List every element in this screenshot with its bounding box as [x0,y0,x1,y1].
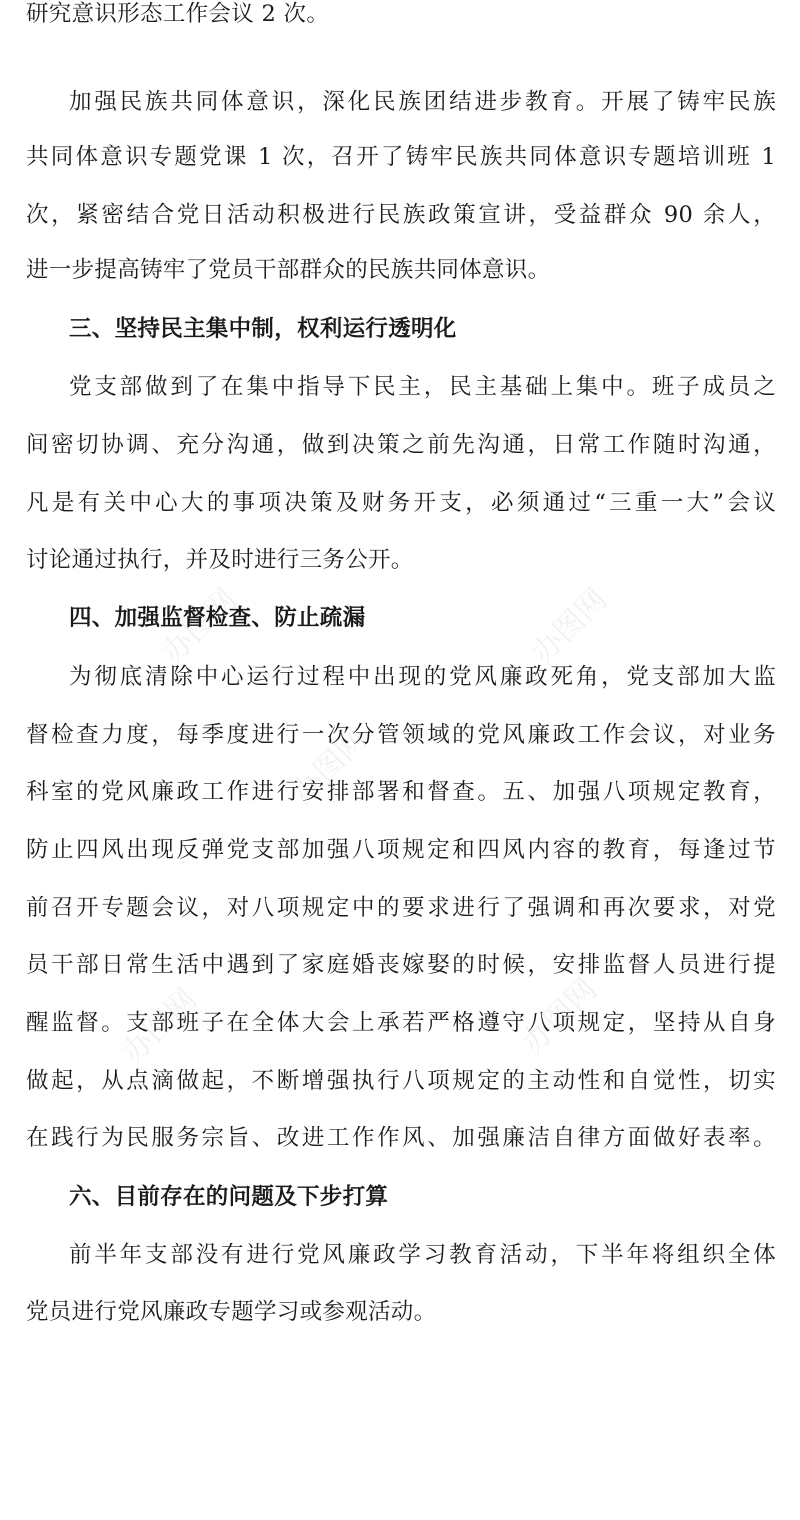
paragraph-line: 间密切协调、充分沟通，做到决策之前先沟通，日常工作随时沟通， [26,432,776,458]
paragraph-line: 防止四风出现反弹党支部加强八项规定和四风内容的教育，每逢过节 [26,837,776,863]
paragraph-line: 科室的党风廉政工作进行安排部署和督查。五、加强八项规定教育， [26,779,776,805]
paragraph-line: 党支部做到了在集中指导下民主，民主基础上集中。班子成员之 [69,374,776,400]
paragraph-line: 次，紧密结合党日活动积极进行民族政策宣讲，受益群众 90 余人， [26,202,776,228]
paragraph-line: 讨论通过执行，并及时进行三务公开。 [26,547,414,573]
watermark-text: 办图网 [515,972,605,1061]
paragraph-line: 员干部日常生活中遇到了家庭婚丧嫁娶的时候，安排监督人员进行提 [26,952,776,978]
section-heading: 四、加强监督检查、防止疏漏 [69,605,366,631]
watermark-text: 办图网 [155,582,245,671]
paragraph-line: 研究意识形态工作会议 2 次。 [26,1,330,27]
paragraph-line: 督检查力度，每季度进行一次分管领域的党风廉政工作会议，对业务 [26,722,776,748]
paragraph-line: 凡是有关中心大的事项决策及财务开支，必须通过“三重一大”会议 [26,490,776,516]
watermark-text: 办图网 [525,582,615,671]
watermark-text: 办图网 [115,982,205,1071]
paragraph-line: 醒监督。支部班子在全体大会上承若严格遵守八项规定，坚持从自身 [26,1010,776,1036]
section-heading: 三、坚持民主集中制，权利运行透明化 [69,316,457,342]
paragraph-line: 在践行为民服务宗旨、改进工作作风、加强廉洁自律方面做好表率。 [26,1125,776,1151]
paragraph-line: 党员进行党风廉政专题学习或参观活动。 [26,1299,437,1325]
paragraph-line: 为彻底清除中心运行过程中出现的党风廉政死角，党支部加大监 [69,664,776,690]
paragraph-line: 加强民族共同体意识，深化民族团结进步教育。开展了铸牢民族 [69,89,776,115]
paragraph-line: 共同体意识专题党课 1 次，召开了铸牢民族共同体意识专题培训班 1 [26,144,776,170]
paragraph-line: 做起，从点滴做起，不断增强执行八项规定的主动性和自觉性，切实 [26,1068,776,1094]
section-heading: 六、目前存在的问题及下步打算 [69,1184,389,1210]
paragraph-line: 进一步提高铸牢了党员干部群众的民族共同体意识。 [26,257,551,283]
watermark-text: 办图网 [285,722,375,811]
paragraph-line: 前半年支部没有进行党风廉政学习教育活动，下半年将组织全体 [69,1242,776,1268]
paragraph-line: 前召开专题会议，对八项规定中的要求进行了强调和再次要求，对党 [26,895,776,921]
